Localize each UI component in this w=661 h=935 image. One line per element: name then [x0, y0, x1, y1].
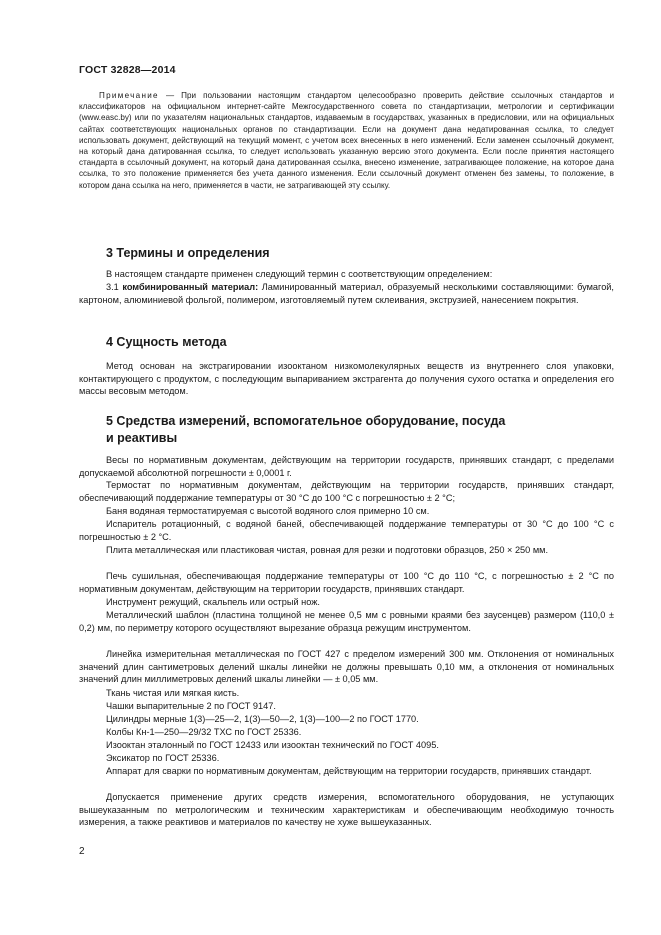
- paragraph-scales: Весы по нормативным документам, действующим на территории государств, принявших стандарт, с пределами допускаемой абсолютной погрешности ± 0,0001 г.: [79, 455, 614, 478]
- section-3-title: 3 Термины и определения: [106, 246, 270, 260]
- section-4-title: 4 Сущность метода: [106, 335, 227, 349]
- reference-note: [79, 90, 614, 191]
- paragraph-isooctane: Изооктан эталонный по ГОСТ 12433 или изооктан технический по ГОСТ 4095.: [106, 740, 439, 750]
- paragraph-flasks: Колбы Кн-1—250—29/32 ТХС по ГОСТ 25336.: [106, 727, 302, 737]
- paragraph-template: Металлический шаблон (пластина толщиной не менее 0,5 мм с ровными краями без заусенцев) размером (110,0 ± 0,2) мм, по периметру которого осуществляют вырезание образца режущим инструментом.: [79, 610, 614, 633]
- note-text: — При пользовании настоящим стандартом целесообразно проверить действие ссылочных стандартов и классификаторов на официальном интернет-сайте Межгосударственного совета по стандартизации, метрологии и сертификации (www.easc.by) или по указателям национальных стандартов, издаваемым в государствах, указанных в предисловии, или на официальных сайтах соответствующих национальных органов по стандартизации. Если на документ дана недатированная ссылка, то следует использовать документ, действующий на текущий момент, с учетом всех внесенных в него изменений. Если заменен ссылочный документ, на который дана датированная ссылка, то следует использовать указанную версию этого документа. Если после принятия настоящего стандарта в ссылочный документ, на который дана датированная ссылка, внесено изменение, затрагивающее положение, на которое дана ссылка, то это положение применяется без учета данного изменения. Если ссылочный документ отменен без замены, то положение, в котором дана ссылка на него, применяется в части, не затрагивающей эту ссылку.: [79, 91, 614, 190]
- paragraph-cloth: Ткань чистая или мягкая кисть.: [106, 688, 240, 698]
- term-number: 3.1: [106, 282, 123, 292]
- section-5-title-line1: 5 Средства измерений, вспомогательное оборудование, посуда: [106, 414, 506, 428]
- term-name: комбинированный материал:: [122, 282, 259, 292]
- paragraph-alternatives: Допускается применение других средств измерения, вспомогательного оборудования, не уступающих вышеуказанным по метрологическим и техническим характеристикам и обеспечивающим необходимую точность измерения, а также реактивов и материалов по качеству не хуже вышеуказанных.: [79, 792, 614, 828]
- paragraph-cylinders: Цилиндры мерные 1(3)—25—2, 1(3)—50—2, 1(3)—100—2 по ГОСТ 1770.: [106, 714, 419, 724]
- paragraph-cutting-tool: Инструмент режущий, скальпель или острый нож.: [106, 597, 320, 607]
- paragraph-desiccator: Эксикатор по ГОСТ 25336.: [106, 753, 220, 763]
- paragraph-thermostat: Термостат по нормативным документам, действующим на территории государств, принявших стандарт, обеспечивающий поддержание температуры от 30 °С до 100 °С с погрешностью ± 2 °С;: [79, 480, 614, 503]
- page-number: 2: [79, 846, 85, 857]
- term-definition: [79, 281, 614, 306]
- section-4-text: Метод основан на экстрагировании изооктаном низкомолекулярных веществ из внутреннего слоя упаковки, контактирующего с продуктом, с последующим выпариванием экстрагента до получения сухого остатка и определения его массы весовым методом.: [79, 361, 614, 397]
- section-3-intro: В настоящем стандарте применен следующий термин с соответствующим определением:: [106, 269, 493, 279]
- paragraph-ruler: Линейка измерительная металлическая по ГОСТ 427 с пределом измерений 300 мм. Отклонения от номинальных значений длин сантиметровых делений шкалы линейки не должны превышать 0,10 мм, а отклонения от номинальных значений длин миллиметровых делений шкалы линейки — ± 0,05 мм.: [79, 649, 614, 685]
- paragraph-plate: Плита металлическая или пластиковая чистая, ровная для резки и подготовки образцов, 250 × 250 мм.: [106, 545, 549, 555]
- paragraph-dishes: Чашки выпарительные 2 по ГОСТ 9147.: [106, 701, 276, 711]
- term-def: Ламинированный материал, образуемый несколькими составляющими: бумагой, картоном, алюминиевой фольгой, полимером, изготовляемый путем склеивания, экструзией, нанесением покрытия.: [79, 282, 614, 305]
- section-5-title-line2: и реактивы: [106, 431, 178, 445]
- document-header: ГОСТ 32828—2014: [79, 64, 176, 76]
- note-label: Примечание: [99, 91, 159, 100]
- paragraph-oven: Печь сушильная, обеспечивающая поддержание температуры от 100 °С до 110 °С, с погрешностью ± 2 °С по нормативным документам, действующим на территории государств, принявших стандарт.: [79, 571, 614, 594]
- paragraph-water-bath: Баня водяная термостатируемая с высотой водяного слоя примерно 10 см.: [106, 506, 430, 516]
- paragraph-evaporator: Испаритель ротационный, с водяной баней, обеспечивающей поддержание температуры от 30 °С до 100 °С с погрешностью ± 2 °С.: [79, 519, 614, 542]
- paragraph-welding: Аппарат для сварки по нормативным документам, действующим на территории государств, принявших стандарт.: [106, 766, 592, 776]
